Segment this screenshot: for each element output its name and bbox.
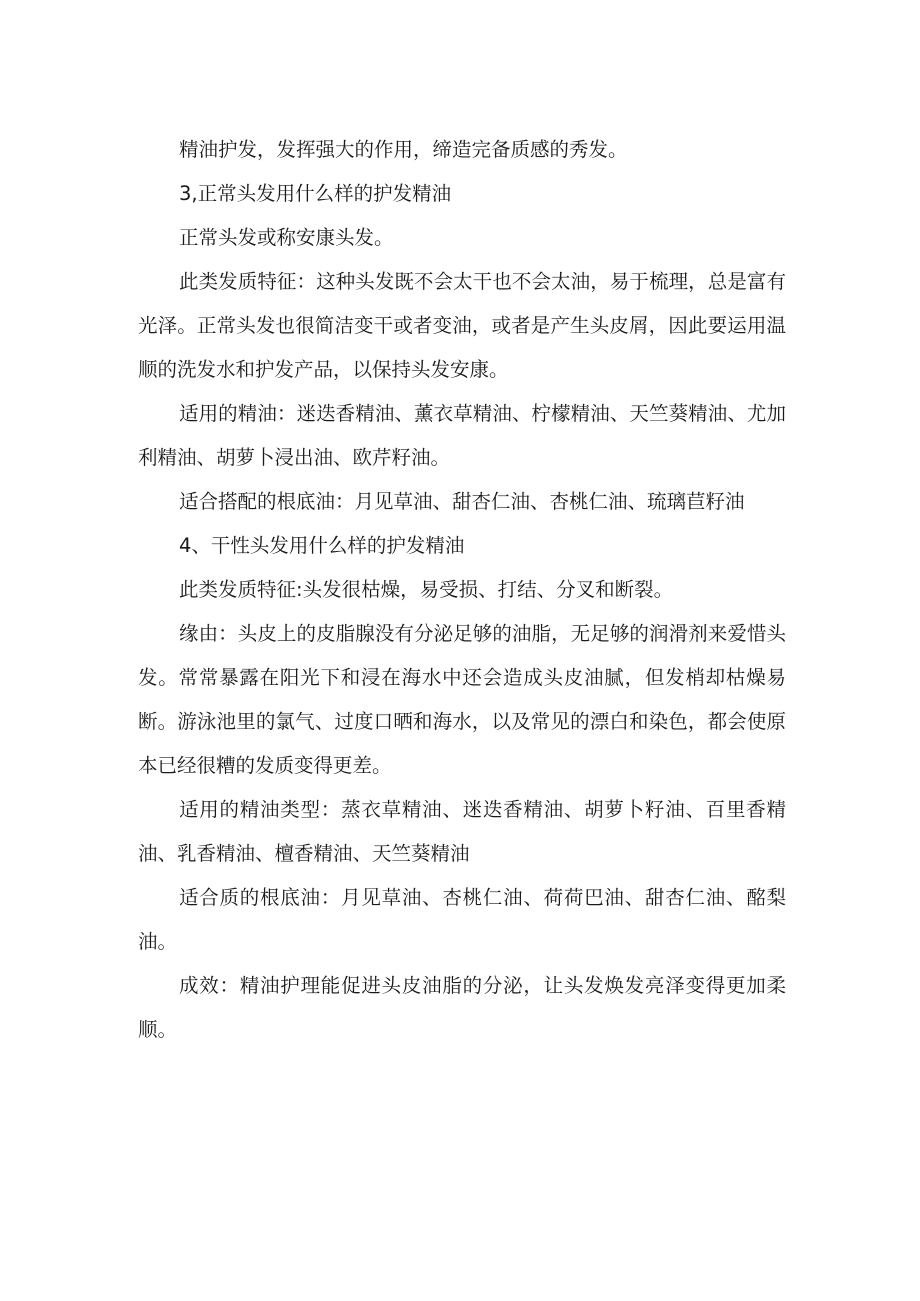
paragraph-dry-hair-traits: 此类发质特征:头发很枯燥，易受损、打结、分叉和断裂。 xyxy=(179,578,674,601)
paragraph-dry-hair-effect: 成效：精油护理能促进头皮油脂的分泌，让头发焕发亮泽变得更加柔顺。 xyxy=(138,974,786,1041)
paragraph-normal-hair-traits: 此类发质特征：这种头发既不会太干也不会太油，易于梳理，总是富有光泽。正常头发也很简洁变干或者变油，或者是产生头皮屑，因此要运用温顺的洗发水和护发产品，以保持头发安康。 xyxy=(138,270,786,381)
section-heading-dry-hair: 4、干性头发用什么样的护发精油 xyxy=(179,534,465,557)
paragraph-intro-summary: 精油护发，发挥强大的作用，缔造完备质感的秀发。 xyxy=(179,138,628,161)
document-body xyxy=(138,128,786,1052)
paragraph-dry-hair-oils: 适用的精油类型：蒸衣草精油、迷迭香精油、胡萝卜籽油、百里香精油、乳香精油、檀香精油、天竺葵精油 xyxy=(138,798,786,865)
paragraph-dry-hair-base-oils: 适合质的根底油：月见草油、杏桃仁油、荷荷巴油、甜杏仁油、酩梨油。 xyxy=(138,886,786,953)
paragraph-normal-hair-base-oils: 适合搭配的根底油：月见草油、甜杏仁油、杏桃仁油、琉璃苣籽油 xyxy=(179,490,745,513)
section-heading-normal-hair: 3,正常头发用什么样的护发精油 xyxy=(179,182,452,205)
paragraph-normal-hair-definition: 正常头发或称安康头发。 xyxy=(179,226,394,249)
paragraph-normal-hair-oils: 适用的精油：迷迭香精油、薰衣草精油、柠檬精油、天竺葵精油、尤加利精油、胡萝卜浸出油、欧芹籽油。 xyxy=(138,402,786,469)
paragraph-dry-hair-cause: 缘由：头皮上的皮脂腺没有分泌足够的油脂，无足够的润滑剂来爱惜头发。常常暴露在阳光下和浸在海水中还会造成头皮油腻，但发梢却枯燥易断。游泳池里的氯气、过度口晒和海水，以及常见的漂白和染色，都会使原本已经很糟的发质变得更差。 xyxy=(138,622,786,777)
